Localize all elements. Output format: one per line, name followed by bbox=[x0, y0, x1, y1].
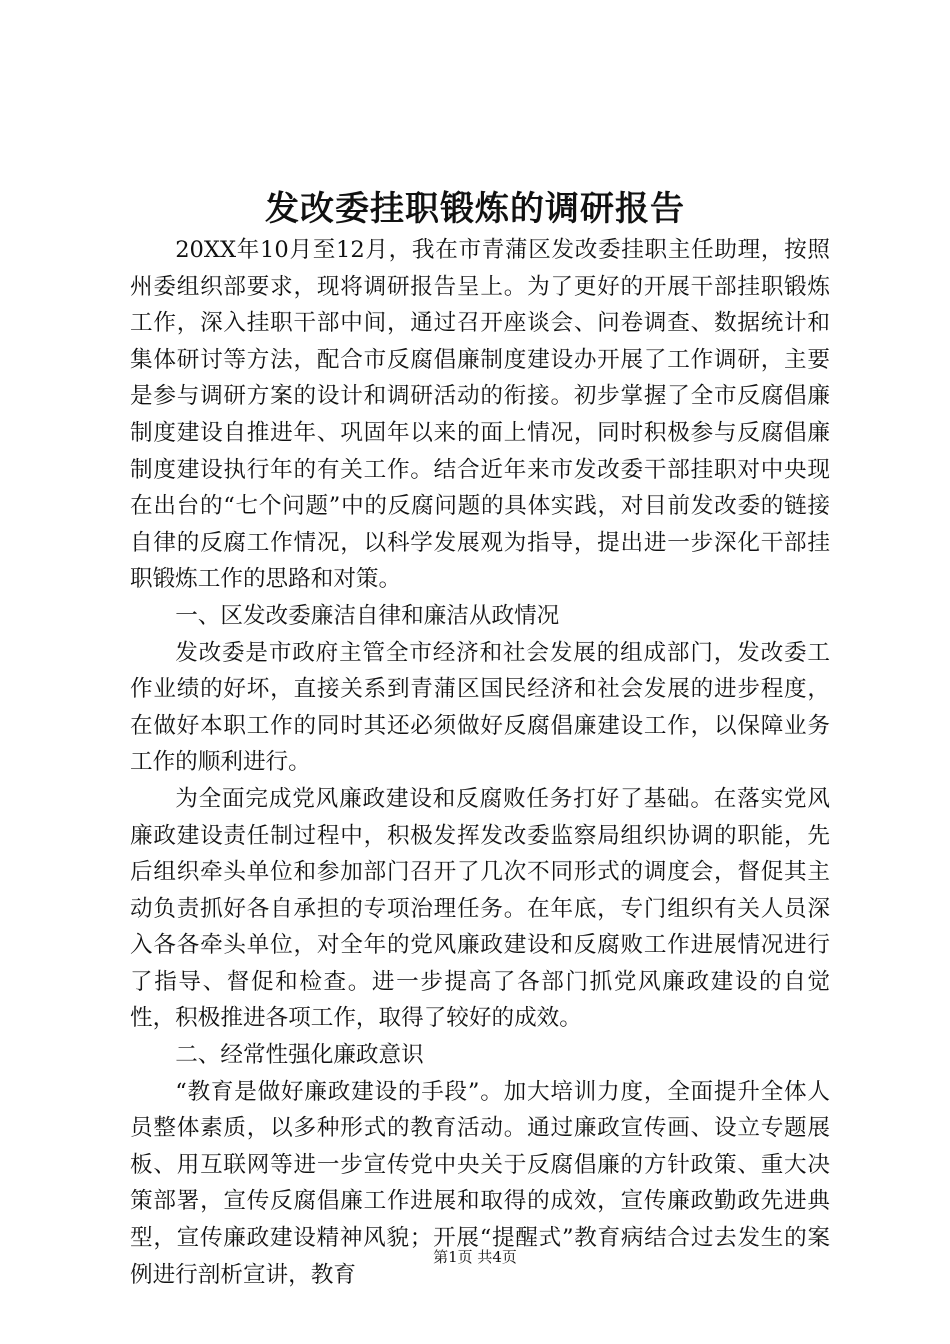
paragraph-section-1-b: 为全面完成党风廉政建设和反腐败任务打好了基础。在落实党风廉政建设责任制过程中，积极发挥发改委监察局组织协调的职能，先后组织牵头单位和参加部门召开了几次不同形式的调度会，督促其主动负责抓好各自承担的专项治理任务。在年底，专门组织有关人员深入各各牵头单位，对全年的党风廉政建设和反腐败工作进展情况进行了指导、督促和检查。进一步提高了各部门抓党风廉政建设的自觉性，积极推进各项工作，取得了较好的成效。 bbox=[130, 785, 830, 1032]
page-number-footer: 第1页 共4页 bbox=[433, 1248, 517, 1266]
paragraph-section-2-a: “教育是做好廉政建设的手段”。加大培训力度，全面提升全体人员整体素质，以多种形式的教育活动。通过廉政宣传画、设立专题展板、用互联网等进一步宣传党中央关于反腐倡廉的方针政策、重大决策部署，宣传反腐倡廉工作进展和取得的成效，宣传廉政勤政先进典型，宣传廉政建设精神风貌；开展“提醒式”教育病结合过去发生的案例进行剖析宣讲，教育 bbox=[130, 1078, 830, 1288]
section-heading-1: 一、区发改委廉洁自律和廉洁从政情况 bbox=[175, 602, 560, 629]
section-heading-2: 二、经常性强化廉政意识 bbox=[175, 1042, 424, 1069]
document-title: 发改委挂职锻炼的调研报告 bbox=[265, 189, 685, 229]
paragraph-intro: 20XX年10月至12月，我在市青蒲区发改委挂职主任助理，按照州委组织部要求，现将调研报告呈上。为了更好的开展干部挂职锻炼工作，深入挂职干部中间，通过召开座谈会、问卷调查、数据统计和集体研讨等方法，配合市反腐倡廉制度建设办开展了工作调研，主要是参与调研方案的设计和调研活动的衔接。初步掌握了全市反腐倡廉制度建设自推进年、巩固年以来的面上情况，同时积极参与反腐倡廉制度建设执行年的有关工作。结合近年来市发改委干部挂职对中央现在出台的“七个问题”中的反腐问题的具体实践，对目前发改委的链接自律的反腐工作情况，以科学发展观为指导，提出进一步深化干部挂职锻炼工作的思路和对策。 bbox=[130, 237, 830, 593]
paragraph-section-1-a: 发改委是市政府主管全市经济和社会发展的组成部门，发改委工作业绩的好坏，直接关系到青蒲区国民经济和社会发展的进步程度，在做好本职工作的同时其还必须做好反腐倡廉建设工作，以保障业务工作的顺利进行。 bbox=[130, 639, 830, 776]
document-body bbox=[130, 232, 830, 1293]
